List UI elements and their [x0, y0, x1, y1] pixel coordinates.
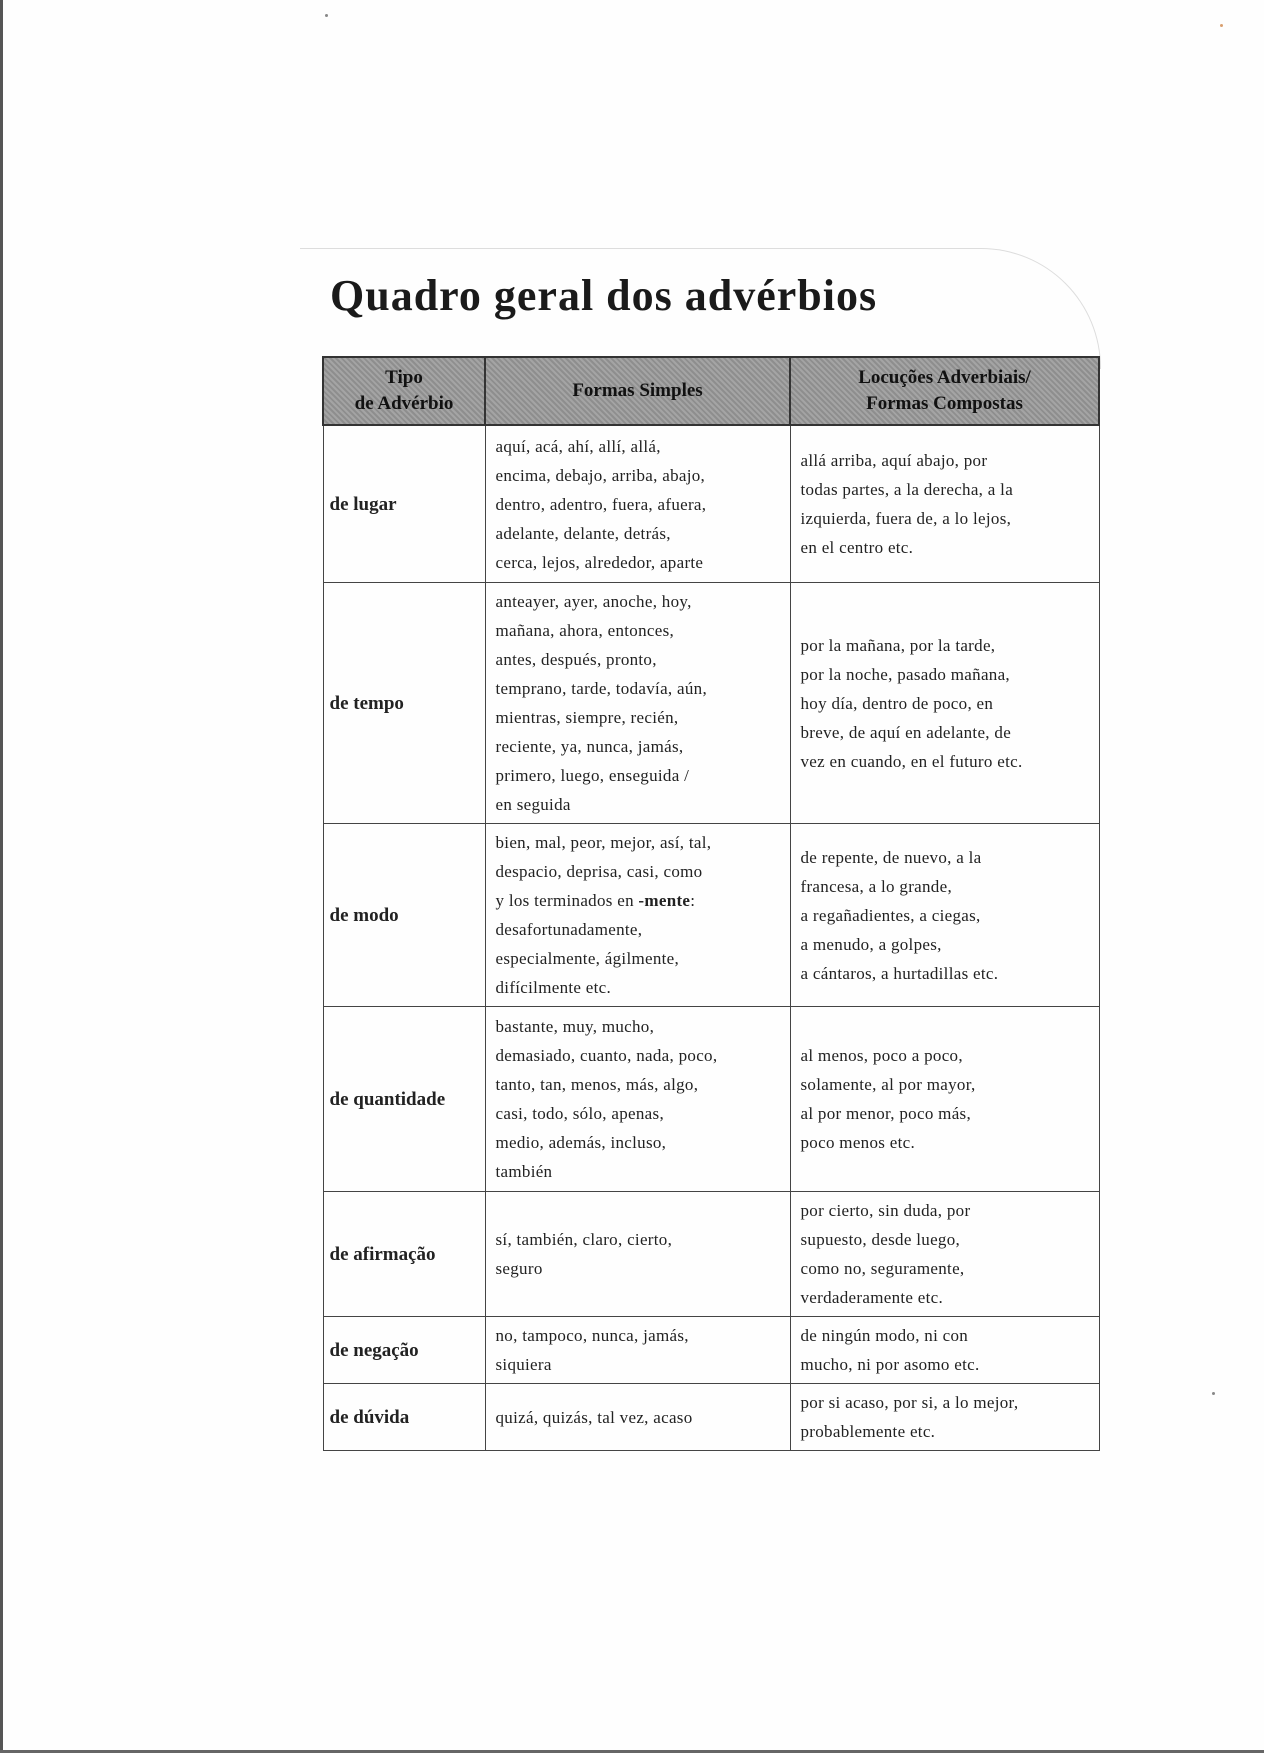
simple-forms: bastante, muy, mucho, demasiado, cuanto, nada, poco, tanto, tan, menos, más, algo, casi, todo, sólo, apenas, medio, además, incluso, también	[485, 1007, 790, 1192]
adverb-type: de lugar	[323, 425, 485, 583]
adverb-type: de quantidade	[323, 1007, 485, 1192]
adverb-type: de tempo	[323, 583, 485, 824]
header-locucoes: Locuções Adverbiais/ Formas Compostas	[790, 357, 1099, 425]
table-row	[323, 425, 1099, 583]
header-formas-simples: Formas Simples	[485, 357, 790, 425]
simple-forms: no, tampoco, nunca, jamás, siquiera	[485, 1317, 790, 1384]
table-row	[323, 824, 1099, 1007]
simple-forms: anteayer, ayer, anoche, hoy, mañana, ahora, entonces, antes, después, pronto, temprano, tarde, todavía, aún, mientras, siempre, recién, reciente, ya, nunca, jamás, primero, luego, enseguida / en seguida	[485, 583, 790, 824]
simple-forms: sí, también, claro, cierto, seguro	[485, 1192, 790, 1317]
adverb-type: de afirmação	[323, 1192, 485, 1317]
mente-suffix: -mente	[638, 891, 691, 910]
table-row	[323, 1007, 1099, 1192]
compound-forms: al menos, poco a poco, solamente, al por mayor, al por menor, poco más, poco menos etc.	[790, 1007, 1099, 1192]
scan-speck	[1212, 1392, 1215, 1395]
simple-forms	[485, 824, 790, 1007]
scan-speck	[325, 14, 328, 17]
adverb-type: de dúvida	[323, 1384, 485, 1451]
table-row	[323, 1192, 1099, 1317]
compound-forms: allá arriba, aquí abajo, por todas partes, a la derecha, a la izquierda, fuera de, a lo lejos, en el centro etc.	[790, 425, 1099, 583]
adverb-type: de modo	[323, 824, 485, 1007]
compound-forms: por si acaso, por si, a lo mejor, probablemente etc.	[790, 1384, 1099, 1451]
compound-forms: de ningún modo, ni con mucho, ni por asomo etc.	[790, 1317, 1099, 1384]
compound-forms: por cierto, sin duda, por supuesto, desde luego, como no, seguramente, verdaderamente etc.	[790, 1192, 1099, 1317]
simple-forms: quizá, quizás, tal vez, acaso	[485, 1384, 790, 1451]
simple-forms-text: : desafortunadamente, especialmente, ágilmente, difícilmente etc.	[495, 891, 696, 997]
adverbs-table	[322, 356, 1100, 1451]
scan-speck	[1220, 24, 1223, 27]
page-title: Quadro geral dos advérbios	[330, 271, 878, 320]
header-tipo: Tipo de Advérbio	[323, 357, 485, 425]
simple-forms: aquí, acá, ahí, allí, allá, encima, debajo, arriba, abajo, dentro, adentro, fuera, afuera, adelante, delante, detrás, cerca, lejos, alrededor, aparte	[485, 425, 790, 583]
scan-left-edge	[0, 0, 3, 1753]
table-row	[323, 1317, 1099, 1384]
table-header-row	[323, 357, 1099, 425]
table-row	[323, 1384, 1099, 1451]
simple-forms-text: bien, mal, peor, mejor, así, tal, despacio, deprisa, casi, como y los terminados en	[495, 833, 712, 910]
compound-forms: de repente, de nuevo, a la francesa, a lo grande, a regañadientes, a ciegas, a menudo, a golpes, a cántaros, a hurtadillas etc.	[790, 824, 1099, 1007]
table-row	[323, 583, 1099, 824]
adverb-type: de negação	[323, 1317, 485, 1384]
compound-forms: por la mañana, por la tarde, por la noche, pasado mañana, hoy día, dentro de poco, en breve, de aquí en adelante, de vez en cuando, en el futuro etc.	[790, 583, 1099, 824]
